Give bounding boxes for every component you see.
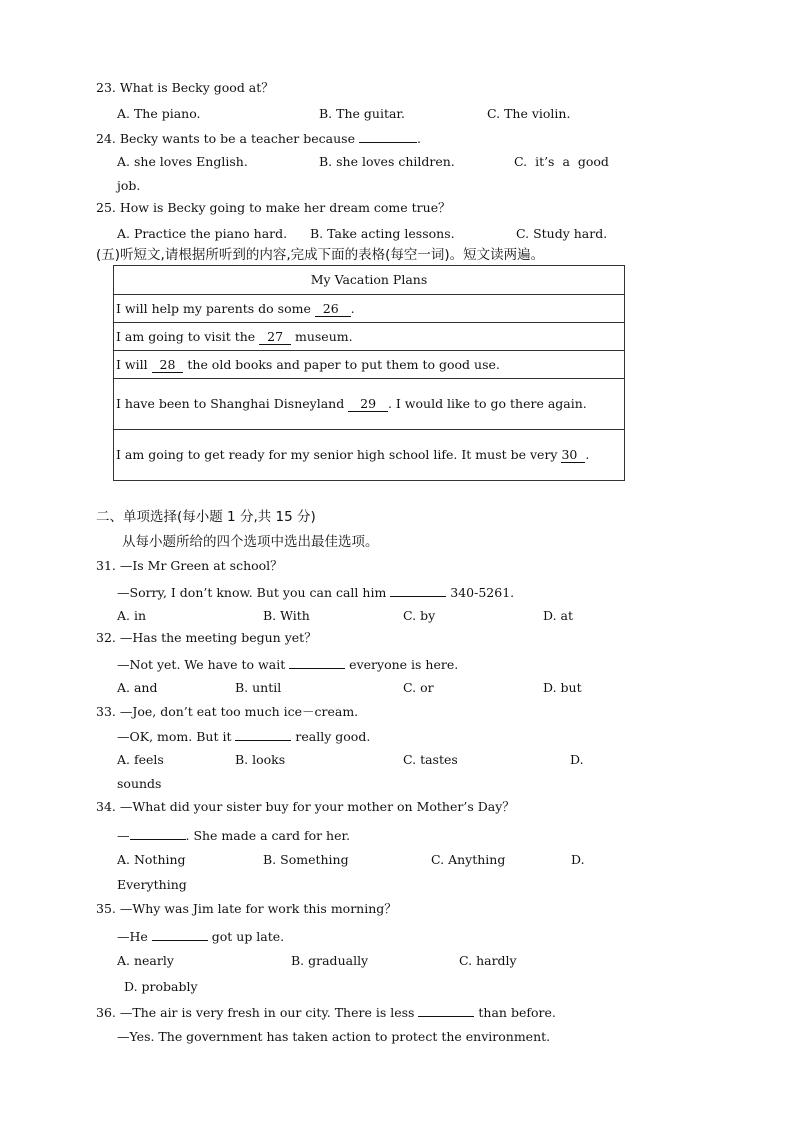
q32-option-d: D. but: [543, 680, 582, 695]
q24-option-c: C. it’s a good: [514, 154, 609, 169]
q35-option-a: A. nearly: [117, 953, 174, 968]
q34-option-d-cont: Everything: [117, 877, 187, 892]
q34-option-d: D.: [571, 852, 585, 867]
q32-response: —Not yet. We have to wait everyone is here.: [117, 657, 459, 672]
q33-option-d: D.: [570, 752, 584, 767]
section5-heading: (五)听短文,请根据所听到的内容,完成下面的表格(每空一词)。短文读两遍。: [96, 247, 545, 263]
section2-heading: 二、单项选择(每小题 1 分,共 15 分): [96, 509, 316, 525]
blank-30: 30: [561, 447, 585, 463]
answer-blank: [359, 130, 417, 143]
q35-option-c: C. hardly: [459, 953, 517, 968]
answer-blank: [235, 728, 291, 741]
blank-26: 26: [315, 301, 351, 317]
q31-option-c: C. by: [403, 608, 436, 623]
q34-stem: 34. —What did your sister buy for your mother on Mother’s Day？: [96, 799, 515, 814]
q35-option-d: D. probably: [124, 979, 198, 994]
q35-stem: 35. —Why was Jim late for work this morning？: [96, 901, 397, 916]
q34-option-c: C. Anything: [431, 852, 506, 867]
q33-option-d-cont: sounds: [117, 776, 162, 791]
q24-stem: 24. Becky wants to be a teacher because .: [96, 131, 421, 146]
q34-option-a: A. Nothing: [117, 852, 186, 867]
q33-option-c: C. tastes: [403, 752, 458, 767]
q23-option-a: A. The piano.: [117, 106, 201, 121]
q33-option-a: A. feels: [117, 752, 164, 767]
blank-27: 27: [259, 329, 291, 345]
q31-option-b: B. With: [263, 608, 310, 623]
blank-28: 28: [152, 357, 184, 373]
table-row-28: I will 28 the old books and paper to put them to good use.: [114, 351, 625, 379]
q31-response: —Sorry, I don’t know. But you can call him 340-5261.: [117, 585, 515, 600]
q24-option-a: A. she loves English.: [117, 154, 248, 169]
q23-option-b: B. The guitar.: [319, 106, 405, 121]
q25-option-a: A. Practice the piano hard.: [117, 226, 288, 241]
q36-stem: 36. —The air is very fresh in our city. There is less than before.: [96, 1005, 556, 1020]
q33-response: —OK, mom. But it really good.: [117, 729, 371, 744]
answer-blank: [130, 827, 186, 840]
q23-option-c: C. The violin.: [487, 106, 571, 121]
table-row-29: I have been to Shanghai Disneyland 29 . I would like to go there again.: [114, 379, 625, 430]
table-row-27: I am going to visit the 27 museum.: [114, 323, 625, 351]
table-title: My Vacation Plans: [114, 266, 625, 295]
answer-blank: [418, 1004, 474, 1017]
q31-stem: 31. —Is Mr Green at school？: [96, 558, 283, 573]
q32-option-b: B. until: [235, 680, 282, 695]
q35-response: —He got up late.: [117, 929, 285, 944]
q31-option-a: A. in: [117, 608, 147, 623]
answer-blank: [152, 928, 208, 941]
vacation-plans-table: [113, 265, 625, 481]
q25-option-b: B. Take acting lessons.: [310, 226, 455, 241]
q32-option-a: A. and: [117, 680, 158, 695]
q33-option-b: B. looks: [235, 752, 286, 767]
answer-blank: [289, 656, 345, 669]
table-row-30: I am going to get ready for my senior high school life. It must be very 30 .: [114, 430, 625, 481]
q23-stem: 23. What is Becky good at？: [96, 80, 274, 95]
q32-option-c: C. or: [403, 680, 434, 695]
q36-response: —Yes. The government has taken action to protect the environment.: [117, 1029, 551, 1044]
q34-option-b: B. Something: [263, 852, 349, 867]
q25-stem: 25. How is Becky going to make her dream come true？: [96, 200, 451, 215]
table-row-26: I will help my parents do some 26 .: [114, 295, 625, 323]
q32-stem: 32. —Has the meeting begun yet？: [96, 630, 317, 645]
q34-response: — . She made a card for her.: [117, 828, 351, 843]
section2-instructions: 从每小题所给的四个选项中选出最佳选项。: [122, 534, 379, 550]
q25-option-c: C. Study hard.: [516, 226, 608, 241]
q24-option-c-cont: job.: [117, 178, 141, 193]
q24-option-b: B. she loves children.: [319, 154, 455, 169]
blank-29: 29: [348, 396, 388, 412]
q33-stem: 33. —Joe, don’t eat too much ice－cream.: [96, 704, 359, 719]
q35-option-b: B. gradually: [291, 953, 369, 968]
q31-option-d: D. at: [543, 608, 573, 623]
answer-blank: [390, 584, 446, 597]
